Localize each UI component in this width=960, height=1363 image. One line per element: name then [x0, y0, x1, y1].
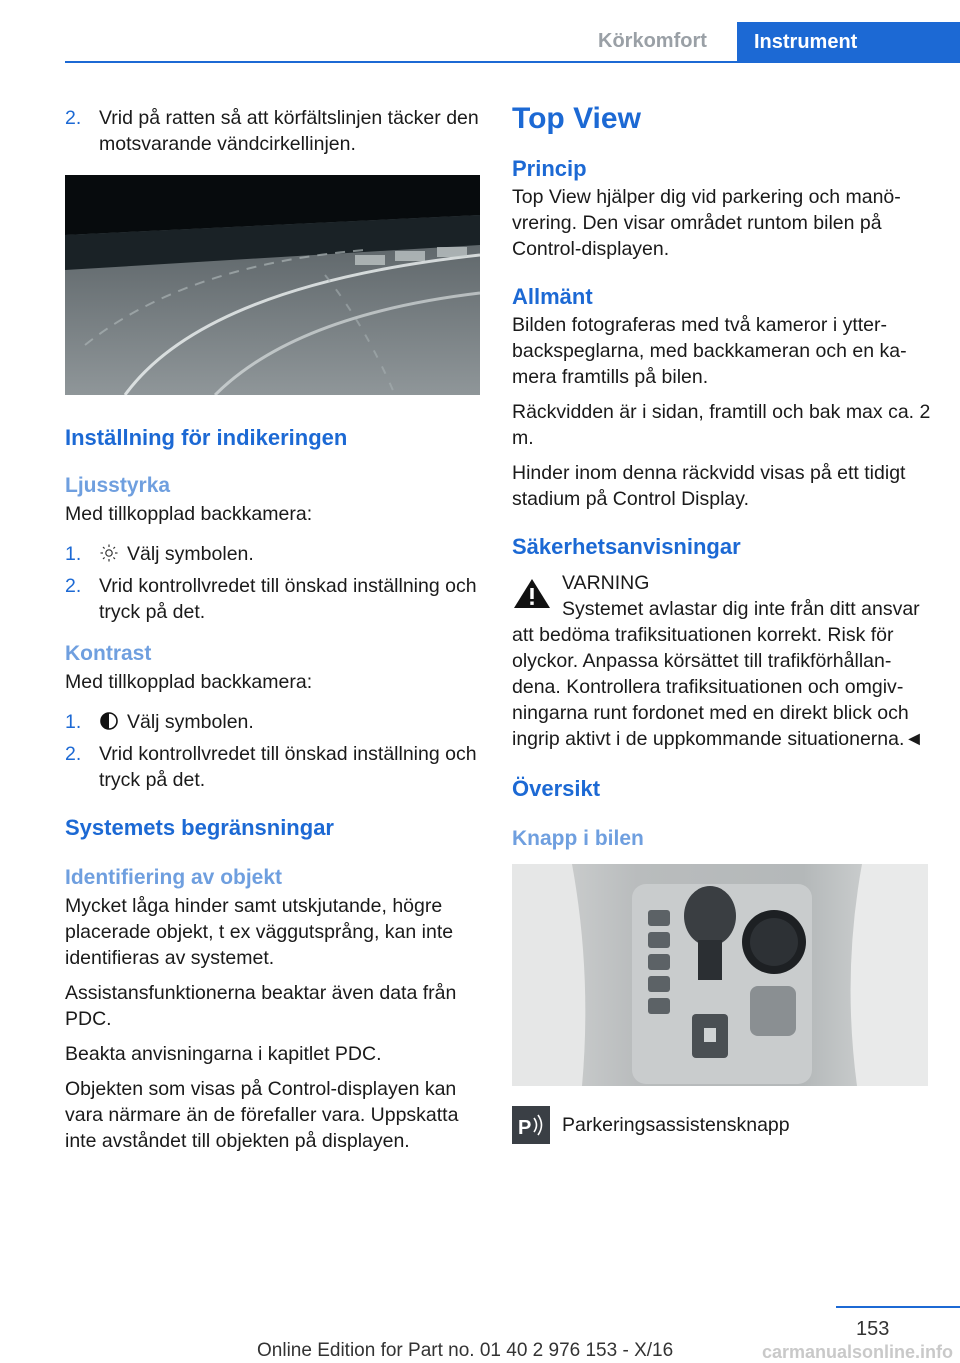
footer-edition: Online Edition for Part no. 01 40 2 976 153 - X/16 [257, 1340, 674, 1361]
page-title: Top View [512, 102, 641, 135]
footer-rule [836, 1306, 960, 1308]
watermark: carmanualsonline.info [762, 1342, 954, 1362]
center-console-graphic [512, 864, 928, 1086]
subheading-object-identification: Identifiering av objekt [65, 866, 283, 889]
step-number: 2. [65, 743, 82, 765]
svg-text:P: P [518, 1117, 532, 1139]
brightness-steps [65, 541, 485, 625]
button-legend [512, 1106, 932, 1138]
button-legend-text: Parkeringsassistensknapp [562, 1114, 790, 1136]
subheading-principle: Princip [512, 156, 587, 181]
subheading-contrast: Kontrast [65, 642, 152, 665]
step-number: 2. [65, 107, 82, 129]
step-item [65, 709, 485, 735]
paragraph: Hinder inom denna räckvidd visas på ett tidigt stadium på Control Display. [512, 462, 906, 510]
header-section-active[interactable] [737, 22, 960, 62]
step-item [65, 105, 485, 157]
step-text: Välj symbolen. [127, 543, 254, 565]
page-number: 153 [856, 1318, 890, 1340]
paragraph: Beakta anvisningarna i kapitlet PDC. [65, 1043, 382, 1065]
page-header [0, 0, 960, 62]
camera-view-image [65, 175, 480, 395]
warning-block [512, 570, 932, 622]
brightness-icon [99, 543, 119, 563]
header-section-active-label: Instrument [754, 31, 858, 53]
paragraph: Bilden fotograferas med två kameror i ytterbackspeglarna, med backkameran och en kamera framtills på bilen. [512, 314, 907, 388]
step-item [65, 741, 485, 793]
brightness-intro: Med tillkopplad backkamera: [65, 503, 313, 525]
step-number: 1. [65, 543, 82, 565]
subheading-general: Allmänt [512, 284, 593, 309]
warning-label: VARNING [562, 572, 650, 594]
contrast-intro: Med tillkopplad backkamera: [65, 671, 313, 693]
paragraph: Objekten som visas på Control-displayen kan vara närmare än de förefaller vara. Uppskatta inte avståndet till objekten på displayen. [65, 1078, 459, 1152]
left-column [65, 100, 485, 1163]
step-text: Vrid kontrollvredet till önskad inställning och tryck på det. [99, 743, 477, 791]
step-item [65, 573, 485, 625]
subheading-brightness: Ljusstyrka [65, 474, 171, 497]
subheading-safety: Säkerhetsanvisningar [512, 534, 741, 559]
step-number: 2. [65, 575, 82, 597]
header-rule [65, 61, 960, 63]
contrast-icon [99, 711, 119, 731]
step-text: Välj symbolen. [127, 711, 254, 733]
subheading-button-in-car: Knapp i bilen [512, 827, 644, 850]
paragraph: Räckvidden är i sidan, framtill och bak max ca. 2 m. [512, 401, 931, 449]
center-console-image [512, 864, 928, 1086]
section-heading-display-setting: Inställning för indikeringen [65, 425, 348, 450]
contrast-steps [65, 709, 485, 793]
section-heading-limits: Systemets begränsningar [65, 815, 334, 840]
camera-view-graphic [65, 175, 480, 395]
header-section-prev[interactable]: Körkomfort [598, 30, 707, 52]
step-number: 1. [65, 711, 82, 733]
warning-text: att bedöma trafiksituationen korrekt. Risk för olyckor. Anpassa körsättet till trafikförhållandena. Kontrollera trafiksituationen och omgivningarna runt fordonet med en direkt blick och ingrip aktivt i de uppkommande situationerna.◄ [512, 624, 924, 750]
step-text: Vrid kontrollvredet till önskad inställning och tryck på det. [99, 575, 477, 623]
subheading-overview: Översikt [512, 776, 601, 801]
paragraph: Assistansfunktionerna beaktar även data från PDC. [65, 982, 457, 1030]
parking-assist-icon [512, 1106, 550, 1144]
paragraph: Top View hjälper dig vid parkering och manövrering. Den visar området runtom bilen på Control-displayen. [512, 186, 901, 260]
warning-icon [512, 576, 552, 610]
step-item [65, 541, 485, 567]
right-column [512, 100, 932, 1138]
step-text: Vrid på ratten så att körfältslinjen täcker den motsvarande vändcirkellinjen. [99, 107, 479, 155]
paragraph: Mycket låga hinder samt utskjutande, högre placerade objekt, t ex väggutsprång, kan inte identifieras av systemet. [65, 895, 454, 969]
warning-first-line: Systemet avlastar dig inte från ditt ansvar [562, 598, 920, 620]
